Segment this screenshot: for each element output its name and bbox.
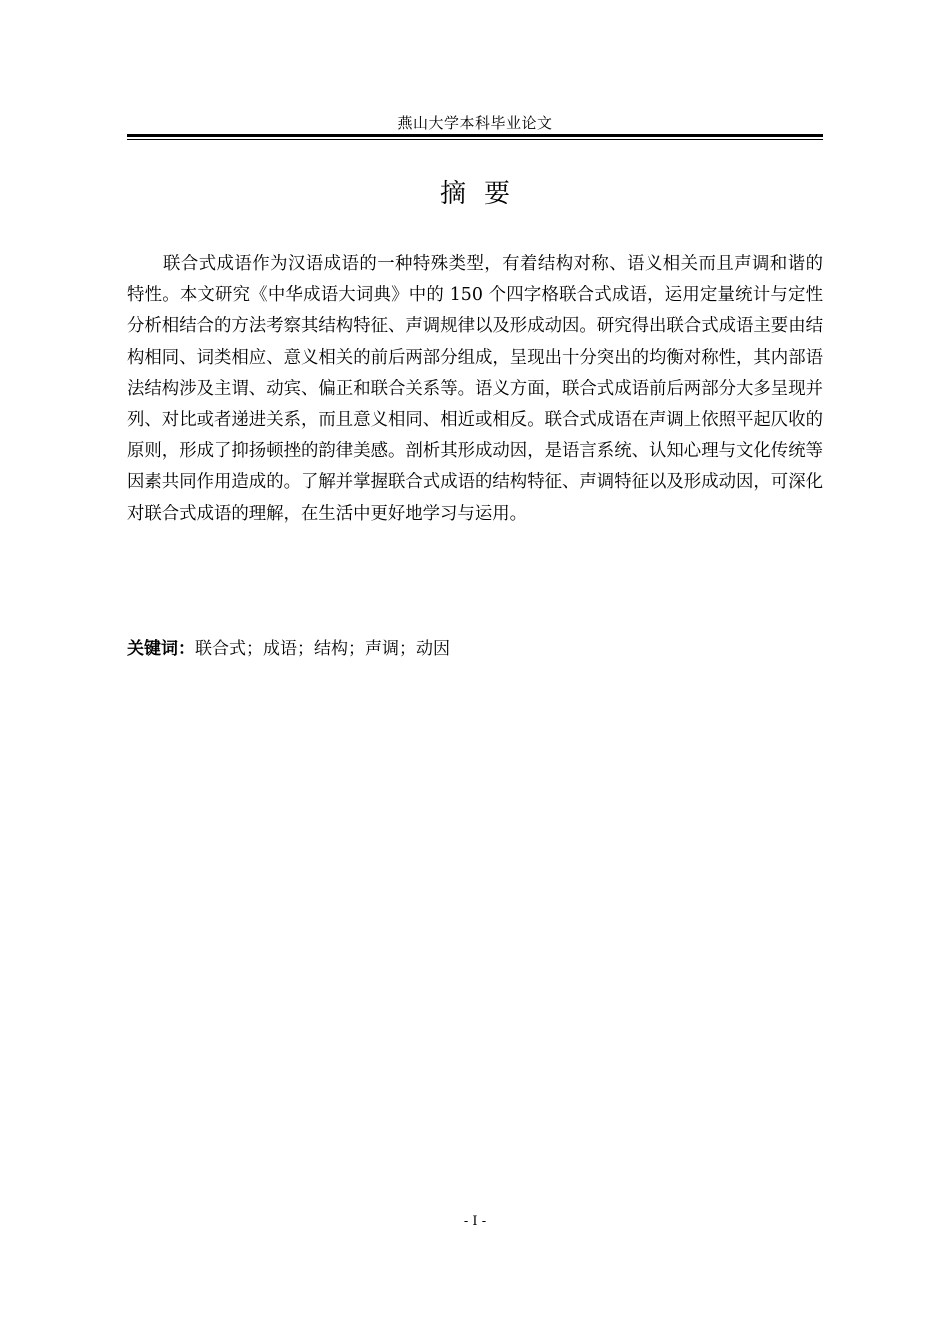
abstract-title: 摘要 xyxy=(439,179,528,209)
abstract-body: 联合式成语作为汉语成语的一种特殊类型，有着结构对称、语义相关而且声调和谐的特性。本文研究《中华成语大词典》中的 150 个四字格联合式成语，运用定量统计与定性分析相结合的方法考察其结构特征、声调规律以及形成动因。研究得出联合式成语主要由结构相同、词类相应、意义相关的前后两部分组成，呈现出十分突出的均衡对称性，其内部语法结构涉及主谓、动宾、偏正和联合关系等。语义方面，联合式成语前后两部分大多呈现并列、对比或者递进关系，而且意义相同、相近或相反。联合式成语在声调上依照平起仄收的原则，形成了抑扬顿挫的韵律美感。剖析其形成动因，是语言系统、认知心理与文化传统等因素共同作用造成的。了解并掌握联合式成语的结构特征、声调特征以及形成动因，可深化对联合式成语的理解，在生活中更好地学习与运用。 xyxy=(127,254,823,524)
keywords-line xyxy=(127,635,823,663)
keywords-label: 关键词： xyxy=(127,639,195,659)
running-header: 燕山大学本科毕业论文 xyxy=(397,114,553,132)
keywords-value: 联合式；成语；结构；声调；动因 xyxy=(195,639,450,659)
header-rule-thin xyxy=(127,139,823,140)
page-number: - I - xyxy=(463,1214,487,1229)
header-rule-thick xyxy=(127,134,823,137)
